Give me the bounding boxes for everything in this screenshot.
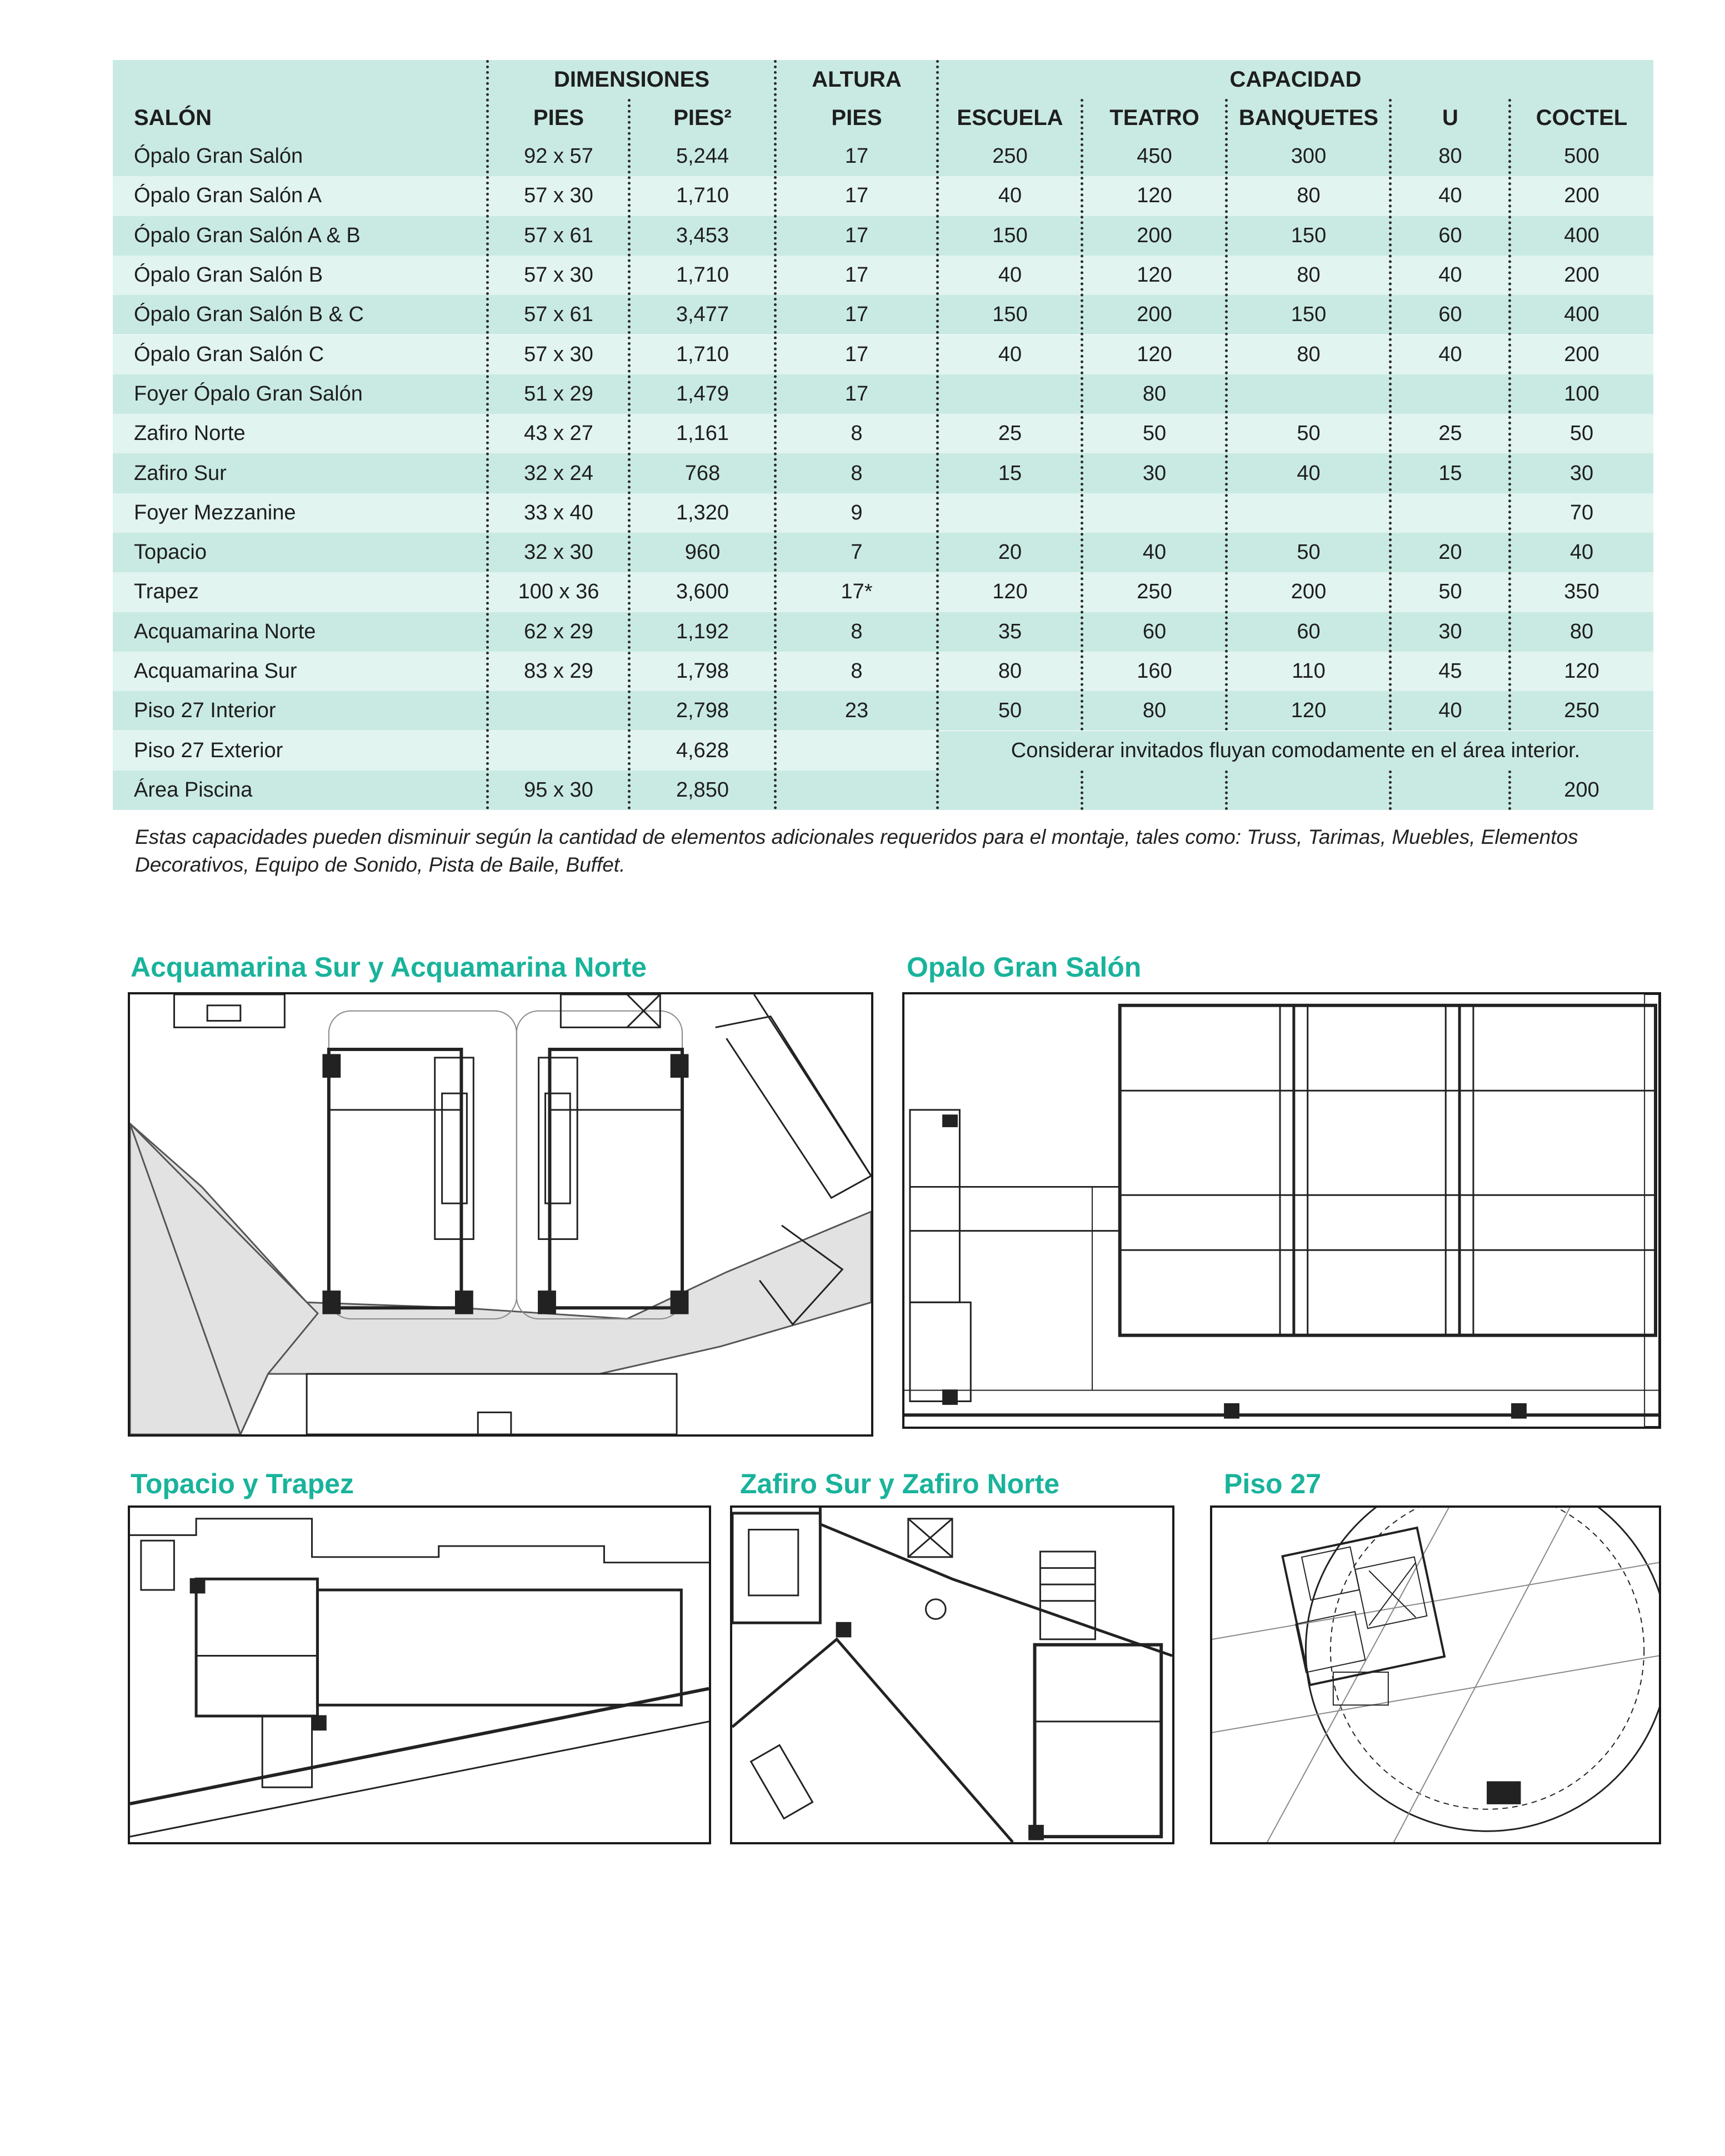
cell-altura: 17*	[841, 580, 873, 604]
cell-teatro: 120	[1137, 184, 1172, 208]
column-divider	[1508, 771, 1511, 810]
cell-pies: 43 x 27	[524, 422, 593, 446]
cell-pies2: 1,320	[676, 501, 729, 524]
cell-u: 50	[1438, 580, 1462, 604]
capacity-footnote: Estas capacidades pueden disminuir según la cantidad de elementos adicionales requeridos para el montaje, tales como: Truss, Tarimas, Muebles, Elementos Decorativos, Equipo de Sonido, Pista de Baile, Buffet.	[135, 826, 1578, 876]
cell-coctel: 400	[1564, 303, 1599, 327]
cell-u: 80	[1438, 144, 1462, 168]
cell-coctel: 200	[1564, 342, 1599, 366]
room-name: Foyer Ópalo Gran Salón	[134, 382, 363, 406]
cell-coctel: 80	[1569, 619, 1594, 643]
cell-coctel: 70	[1569, 501, 1594, 524]
cell-teatro: 60	[1142, 619, 1167, 643]
cell-u: 60	[1438, 303, 1462, 327]
column-divider	[1225, 771, 1228, 810]
cell-altura: 8	[851, 461, 863, 485]
exterior-capacity-note: Considerar invitados fluyan comodamente en el área interior.	[938, 731, 1653, 771]
floor-plan-topacio	[128, 1505, 711, 1844]
cell-u: 40	[1438, 184, 1462, 208]
room-name: Acquamarina Norte	[134, 619, 316, 643]
floor-plan-piso27	[1210, 1505, 1661, 1844]
room-name: Ópalo Gran Salón	[134, 144, 303, 168]
room-name: Ópalo Gran Salón A	[134, 184, 322, 208]
group-header-altura: ALTURA	[812, 67, 902, 92]
cell-pies2: 1,710	[676, 342, 729, 366]
cell-pies2: 2,850	[676, 778, 729, 802]
room-name: Zafiro Norte	[134, 422, 246, 446]
cell-escuela: 25	[998, 422, 1022, 446]
floor-plan-zafiro	[730, 1505, 1174, 1844]
cell-teatro: 450	[1137, 144, 1172, 168]
cell-pies: 83 x 29	[524, 659, 593, 683]
cell-pies2: 5,244	[676, 144, 729, 168]
column-header-salon: SALÓN	[134, 105, 212, 130]
plan-title-zafiro: Zafiro Sur y Zafiro Norte	[740, 1468, 1060, 1499]
room-name: Ópalo Gran Salón A & B	[134, 223, 361, 247]
cell-teatro: 80	[1142, 699, 1167, 723]
cell-escuela: 80	[998, 659, 1022, 683]
cell-banquetes: 40	[1297, 461, 1321, 485]
cell-teatro: 30	[1142, 461, 1167, 485]
cell-pies2: 4,628	[676, 738, 729, 762]
cell-coctel: 30	[1569, 461, 1594, 485]
cell-coctel: 100	[1564, 382, 1599, 406]
cell-teatro: 160	[1137, 659, 1172, 683]
column-divider	[936, 60, 939, 810]
cell-u: 60	[1438, 223, 1462, 247]
cell-banquetes: 200	[1291, 580, 1327, 604]
cell-coctel: 200	[1564, 263, 1599, 287]
column-divider	[1081, 771, 1083, 810]
cell-coctel: 120	[1564, 659, 1599, 683]
cell-pies2: 1,192	[676, 619, 729, 643]
cell-u: 15	[1438, 461, 1462, 485]
cell-banquetes: 50	[1297, 541, 1321, 564]
cell-pies: 62 x 29	[524, 619, 593, 643]
cell-u: 25	[1438, 422, 1462, 446]
cell-banquetes: 120	[1291, 699, 1327, 723]
cell-u: 45	[1438, 659, 1462, 683]
cell-altura: 17	[844, 382, 869, 406]
cell-altura: 8	[851, 659, 863, 683]
group-header-capacidad: CAPACIDAD	[1229, 67, 1362, 92]
column-divider	[1081, 99, 1083, 731]
cell-pies: 32 x 30	[524, 541, 593, 564]
column-header-pies2: PIES²	[673, 105, 732, 130]
room-name: Acquamarina Sur	[134, 659, 297, 683]
cell-u: 30	[1438, 619, 1462, 643]
column-divider	[1389, 771, 1392, 810]
cell-pies: 57 x 61	[524, 223, 593, 247]
room-name: Ópalo Gran Salón C	[134, 342, 324, 366]
cell-escuela: 40	[998, 263, 1022, 287]
cell-escuela: 250	[992, 144, 1028, 168]
cell-banquetes: 80	[1297, 263, 1321, 287]
cell-altura: 8	[851, 619, 863, 643]
floor-plan-acquamarina	[128, 992, 873, 1437]
cell-coctel: 500	[1564, 144, 1599, 168]
cell-teatro: 250	[1137, 580, 1172, 604]
cell-pies2: 1,710	[676, 263, 729, 287]
cell-banquetes: 110	[1292, 659, 1326, 683]
column-header-escuela: ESCUELA	[957, 105, 1063, 130]
cell-escuela: 150	[992, 223, 1028, 247]
cell-pies2: 2,798	[676, 699, 729, 723]
column-divider	[774, 60, 777, 810]
cell-pies: 92 x 57	[524, 144, 593, 168]
column-header-pies: PIES	[533, 105, 584, 130]
cell-teatro: 40	[1142, 541, 1167, 564]
cell-escuela: 50	[998, 699, 1022, 723]
cell-pies: 51 x 29	[524, 382, 593, 406]
cell-banquetes: 80	[1297, 342, 1321, 366]
cell-altura: 9	[851, 501, 863, 524]
cell-teatro: 50	[1142, 422, 1167, 446]
cell-u: 20	[1438, 541, 1462, 564]
column-header-banquetes: BANQUETES	[1238, 105, 1379, 130]
cell-teatro: 200	[1137, 303, 1172, 327]
cell-pies: 32 x 24	[524, 461, 593, 485]
cell-coctel: 400	[1564, 223, 1599, 247]
cell-pies: 33 x 40	[524, 501, 593, 524]
cell-altura: 23	[844, 699, 869, 723]
cell-teatro: 200	[1137, 223, 1172, 247]
cell-altura: 7	[851, 541, 863, 564]
cell-pies2: 3,477	[676, 303, 729, 327]
cell-coctel: 40	[1569, 541, 1594, 564]
cell-altura: 17	[844, 144, 869, 168]
group-header-dimensiones: DIMENSIONES	[553, 67, 710, 92]
column-divider	[628, 99, 631, 810]
cell-pies2: 3,453	[676, 223, 729, 247]
room-name: Foyer Mezzanine	[134, 501, 296, 524]
cell-pies: 57 x 30	[524, 184, 593, 208]
column-divider	[1508, 99, 1511, 731]
cell-banquetes: 150	[1291, 223, 1327, 247]
cell-banquetes: 150	[1291, 303, 1327, 327]
cell-banquetes: 80	[1297, 184, 1321, 208]
cell-altura: 8	[851, 422, 863, 446]
plan-title-opalo: Opalo Gran Salón	[907, 952, 1142, 983]
cell-pies2: 3,600	[676, 580, 729, 604]
cell-coctel: 200	[1564, 184, 1599, 208]
room-name: Topacio	[134, 541, 207, 564]
capacity-table	[113, 60, 1653, 816]
cell-banquetes: 60	[1297, 619, 1321, 643]
cell-pies: 57 x 30	[524, 342, 593, 366]
cell-banquetes: 50	[1297, 422, 1321, 446]
cell-teatro: 120	[1137, 342, 1172, 366]
column-header-coctel: COCTEL	[1536, 105, 1628, 130]
cell-coctel: 200	[1564, 778, 1599, 802]
room-name: Área Piscina	[134, 778, 253, 802]
cell-teatro: 80	[1142, 382, 1167, 406]
cell-altura: 17	[844, 184, 869, 208]
column-divider	[1389, 99, 1392, 731]
plan-title-acquamarina: Acquamarina Sur y Acquamarina Norte	[131, 952, 647, 983]
cell-pies2: 768	[684, 461, 721, 485]
column-divider	[1225, 99, 1228, 731]
floor-plan-opalo	[902, 992, 1661, 1429]
cell-pies2: 1,798	[676, 659, 729, 683]
room-name: Zafiro Sur	[134, 461, 227, 485]
room-name: Ópalo Gran Salón B	[134, 263, 323, 287]
column-header-altura: PIES	[831, 105, 882, 130]
cell-teatro: 120	[1137, 263, 1172, 287]
cell-u: 40	[1438, 263, 1462, 287]
cell-pies: 95 x 30	[524, 778, 593, 802]
cell-altura: 17	[844, 263, 869, 287]
cell-pies2: 1,479	[676, 382, 729, 406]
cell-escuela: 120	[992, 580, 1028, 604]
cell-coctel: 350	[1564, 580, 1599, 604]
cell-u: 40	[1438, 699, 1462, 723]
room-name: Piso 27 Interior	[134, 699, 276, 723]
plan-title-piso27: Piso 27	[1224, 1468, 1322, 1499]
column-header-u: U	[1442, 105, 1458, 130]
plan-title-topacio: Topacio y Trapez	[131, 1468, 354, 1499]
cell-coctel: 250	[1564, 699, 1599, 723]
cell-pies2: 1,710	[676, 184, 729, 208]
cell-pies2: 1,161	[676, 422, 729, 446]
cell-escuela: 40	[998, 342, 1022, 366]
cell-escuela: 150	[992, 303, 1028, 327]
cell-escuela: 15	[998, 461, 1022, 485]
cell-escuela: 35	[998, 619, 1022, 643]
cell-escuela: 40	[998, 184, 1022, 208]
cell-banquetes: 300	[1291, 144, 1327, 168]
room-name: Ópalo Gran Salón B & C	[134, 303, 364, 327]
cell-pies: 57 x 30	[524, 263, 593, 287]
column-divider	[486, 60, 489, 810]
cell-pies2: 960	[684, 541, 721, 564]
cell-altura: 17	[844, 303, 869, 327]
cell-altura: 17	[844, 223, 869, 247]
cell-pies: 100 x 36	[518, 580, 599, 604]
room-name: Trapez	[134, 580, 199, 604]
cell-escuela: 20	[998, 541, 1022, 564]
cell-u: 40	[1438, 342, 1462, 366]
cell-coctel: 50	[1569, 422, 1594, 446]
column-header-teatro: TEATRO	[1109, 105, 1199, 130]
cell-pies: 57 x 61	[524, 303, 593, 327]
cell-altura: 17	[844, 342, 869, 366]
room-name: Piso 27 Exterior	[134, 738, 283, 762]
